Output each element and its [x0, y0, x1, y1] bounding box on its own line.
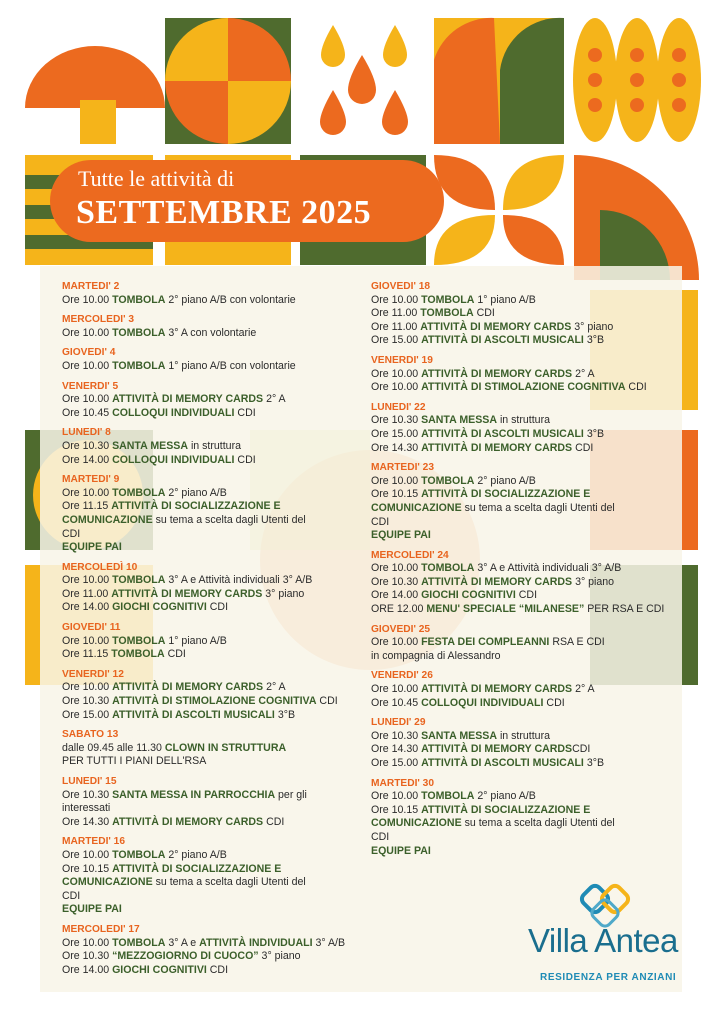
activity-line [371, 757, 671, 771]
activity-text: CDI [206, 601, 229, 614]
activity-text: Ore 10.00 [371, 790, 422, 803]
activity-line [371, 730, 671, 744]
activity-line [371, 294, 671, 308]
activity-name: ATTIVITÀ DI STIMOLAZIONE COGNITIVA [421, 381, 626, 394]
activity-name: ATTIVITÀ DI STIMOLAZIONE COGNITIVA [112, 695, 317, 708]
activity-name: EQUIPE PAI [371, 529, 431, 542]
activity-text: 3° A e Attività individuali 3° A/B [165, 574, 313, 587]
activity-text: CDI [371, 830, 390, 843]
activity-line [62, 890, 362, 904]
day-heading: MARTEDI' 30 [371, 777, 434, 789]
activity-text: Ore 14.00 [62, 963, 113, 976]
activity-name: TOMBOLA [112, 359, 166, 372]
day-block [62, 313, 362, 340]
activity-text: Ore 10.00 [62, 681, 113, 694]
activity-name: TOMBOLA [112, 848, 166, 861]
activity-line [62, 360, 362, 374]
activity-text: Ore 10.00 [371, 683, 422, 696]
activity-name: ATTIVITÀ DI MEMORY CARDS [421, 683, 573, 696]
activity-line [371, 845, 671, 859]
day-heading: MERCOLEDÌ 10 [62, 561, 138, 573]
activity-text: 3°B [274, 708, 296, 721]
day-heading: MERCOLEDI' 24 [371, 549, 449, 561]
activity-name: ATTIVITÀ DI MEMORY CARDS [112, 393, 264, 406]
activity-line [371, 650, 671, 664]
activity-text: su tema a scelta dagli Utenti del [461, 817, 615, 830]
day-heading: LUNEDI' 22 [371, 401, 426, 413]
activity-text: 2° piano A/B con volontarie [165, 293, 296, 306]
activity-line [371, 475, 671, 489]
day-heading: VENERDI' 26 [371, 670, 433, 682]
activity-name: COMUNICAZIONE [62, 876, 153, 889]
activity-name: COLLOQUI INDIVIDUALI [112, 406, 235, 419]
activity-name: TOMBOLA [421, 474, 475, 487]
activity-text: Ore 10.00 [62, 393, 113, 406]
day-block [62, 473, 362, 555]
activity-name: EQUIPE PAI [62, 903, 122, 916]
activity-text: Ore 10.00 [371, 562, 422, 575]
activity-text: CDI [572, 441, 594, 454]
activity-text: Ore 10.15 [371, 803, 422, 816]
activity-text: Ore 14.30 [62, 815, 113, 828]
activity-text: PER TUTTI I PIANI DELL'RSA [62, 755, 207, 768]
activity-name: GIOCHI COGNITIVI [112, 601, 207, 614]
activity-line [371, 529, 671, 543]
day-heading: LUNEDI' 15 [62, 776, 117, 787]
activity-text: 2° piano A/B [474, 474, 536, 487]
activity-text: Ore 10.00 [62, 936, 113, 949]
day-block [62, 835, 362, 917]
day-block [62, 923, 362, 977]
activity-line [62, 903, 362, 917]
activity-name: ATTIVITÀ DI MEMORY CARDS [421, 575, 573, 588]
day-heading: GIOVEDI' 4 [62, 347, 116, 359]
activity-name: COMUNICAZIONE [371, 817, 462, 830]
activity-text: in struttura [497, 729, 550, 742]
activity-text: Ore 10.15 [62, 862, 113, 875]
activity-text: Ore 10.00 [62, 359, 113, 372]
activity-line [371, 743, 671, 757]
day-heading: SABATO 13 [62, 729, 119, 741]
activity-text: per gli [275, 788, 307, 801]
activity-text: Ore 10.00 [371, 381, 422, 394]
activity-name: SANTA MESSA [112, 439, 188, 452]
activity-line [62, 755, 362, 769]
activity-text: Ore 10.00 [62, 634, 113, 647]
activity-line [62, 937, 362, 951]
activity-name: GIOCHI COGNITIVI [421, 589, 516, 602]
activity-text: in compagnia di Alessandro [371, 649, 501, 662]
activity-text: Ore 10.00 [62, 486, 113, 499]
day-heading: MERCOLEDI' 17 [62, 923, 140, 935]
activity-text: Ore 10.00 [371, 474, 422, 487]
leaf-tile [434, 18, 564, 144]
activity-text: Ore 14.00 [62, 453, 113, 466]
activity-text: 3° piano [258, 950, 301, 963]
activity-line [62, 440, 362, 454]
activity-text: 3°B [583, 757, 605, 769]
activity-text: Ore 14.30 [371, 441, 422, 454]
activity-text: ORE 12.00 [371, 603, 427, 616]
activity-line [62, 327, 362, 341]
activity-line [62, 709, 362, 723]
activity-name: SANTA MESSA IN PARROCCHIA [112, 788, 276, 801]
activity-text: Ore 11.00 [62, 587, 112, 600]
activity-line [371, 414, 671, 428]
activity-text: Ore 14.00 [62, 601, 113, 614]
activity-name: SANTA MESSA [421, 729, 497, 742]
activity-name: GIOCHI COGNITIVI [112, 963, 207, 976]
activity-name: ATTIVITÀ DI MEMORY CARDS [421, 743, 573, 756]
activity-text: RSA E CDI [549, 636, 605, 649]
activity-text: Ore 10.00 [62, 293, 113, 306]
activity-line [371, 804, 671, 818]
activity-text: 1° piano A/B [165, 634, 227, 647]
activity-line [62, 695, 362, 709]
activity-line [62, 802, 362, 816]
day-block [371, 716, 671, 770]
day-heading: LUNEDI' 29 [371, 717, 426, 729]
activity-line [62, 635, 362, 649]
activity-text: Ore 15.00 [371, 334, 422, 347]
activity-name: ATTIVITÀ INDIVIDUALI [199, 936, 313, 949]
activity-text: Ore 14.00 [371, 589, 422, 602]
activity-line [62, 742, 362, 756]
day-block [371, 280, 671, 348]
day-heading: MARTEDI' 9 [62, 474, 120, 486]
day-block [371, 461, 671, 543]
activity-line [62, 648, 362, 662]
activity-text: Ore 10.00 [371, 367, 422, 380]
activity-name: ATTIVITÀ DI MEMORY CARDS [421, 441, 573, 454]
activity-line [62, 541, 362, 555]
day-block [62, 775, 362, 829]
activity-line [62, 487, 362, 501]
activity-name: ATTIVITÀ DI SOCIALIZZAZIONE E [421, 488, 591, 501]
activity-name: ATTIVITÀ DI MEMORY CARDS [112, 815, 264, 828]
activity-name: TOMBOLA [421, 562, 475, 575]
logo-name: Villa Antea [528, 922, 678, 959]
activity-text: Ore 15.00 [371, 427, 422, 440]
activity-text: CDI [572, 743, 591, 756]
activity-name: TOMBOLA [112, 326, 166, 339]
activity-text: 2° A [572, 367, 595, 380]
activity-line [371, 589, 671, 603]
activity-text: Ore 15.00 [371, 757, 422, 769]
day-block [371, 777, 671, 859]
activity-text: 1° piano A/B [474, 293, 536, 306]
day-heading: MARTEDI' 23 [371, 462, 434, 474]
activity-text: interessati [62, 802, 111, 815]
activity-line [62, 393, 362, 407]
activity-line [371, 428, 671, 442]
day-block [62, 426, 362, 467]
activity-name: TOMBOLA [111, 648, 165, 661]
day-block [62, 621, 362, 662]
activity-text: Ore 11.15 [62, 648, 112, 661]
schedule-column-right [371, 280, 671, 858]
activity-name: ATTIVITÀ DI SOCIALIZZAZIONE E [112, 862, 282, 875]
activity-text: Ore 11.15 [62, 500, 112, 513]
activity-line [371, 502, 671, 516]
day-block [62, 561, 362, 615]
activity-text: CDI [164, 648, 186, 661]
activity-text: Ore 10.00 [62, 574, 113, 587]
day-heading: GIOVEDI' 25 [371, 623, 431, 635]
activity-line [62, 601, 362, 615]
day-block [371, 623, 671, 664]
activity-name: COLLOQUI INDIVIDUALI [112, 453, 235, 466]
activity-text: PER RSA E CDI [584, 603, 665, 616]
activity-text: CDI [371, 515, 390, 528]
activity-text: Ore 10.00 [371, 636, 422, 649]
activity-line [371, 603, 671, 617]
activity-text: Ore 11.00 [371, 320, 421, 333]
activity-line [371, 516, 671, 530]
activity-line [371, 321, 671, 335]
activity-text: Ore 15.00 [62, 708, 113, 721]
day-block [62, 380, 362, 421]
day-heading: MARTEDI' 2 [62, 281, 120, 292]
activity-name: SANTA MESSA [421, 414, 497, 427]
day-heading: GIOVEDI' 18 [371, 281, 431, 292]
activity-line [371, 576, 671, 590]
day-heading: MERCOLEDI' 3 [62, 314, 135, 326]
activity-line [62, 574, 362, 588]
activity-text: CDI [543, 696, 565, 709]
activity-line [62, 528, 362, 542]
activity-text: su tema a scelta dagli Utenti del [152, 876, 306, 889]
activity-text: Ore 10.30 [62, 788, 113, 801]
activity-line [62, 294, 362, 308]
activity-text: CDI [316, 695, 338, 708]
day-heading: GIOVEDI' 11 [62, 622, 121, 634]
day-block [62, 668, 362, 722]
activity-line [371, 817, 671, 831]
activity-text: 3° A e Attività individuali 3° A/B [474, 562, 622, 575]
activity-text: 3°B [583, 427, 605, 440]
activity-text: CDI [625, 381, 647, 394]
activity-line [371, 368, 671, 382]
activity-name: “MEZZOGIORNO DI CUOCO” [112, 950, 259, 963]
activity-text: in struttura [188, 439, 241, 452]
activity-name: COMUNICAZIONE [62, 513, 153, 526]
activity-text: Ore 10.30 [371, 414, 422, 427]
activity-name: TOMBOLA [112, 293, 166, 306]
seeds-shape [573, 18, 701, 142]
activity-line [371, 307, 671, 321]
day-heading: VENERDI' 5 [62, 380, 119, 392]
activity-text: 3° piano [571, 320, 614, 333]
mushroom-shape [25, 46, 165, 144]
activity-line [371, 831, 671, 845]
activity-name: TOMBOLA [420, 307, 474, 320]
activity-name: ATTIVITÀ DI SOCIALIZZAZIONE E [421, 803, 591, 816]
activity-text: Ore 10.30 [371, 729, 422, 742]
activity-text: 3°B [583, 334, 605, 347]
activity-name: ATTIVITÀ DI MEMORY CARDS [421, 367, 573, 380]
day-block [62, 280, 362, 307]
activity-text: CDI [62, 527, 81, 540]
activity-text: Ore 10.00 [371, 293, 422, 306]
activity-text: Ore 10.30 [371, 575, 422, 588]
activity-line [62, 849, 362, 863]
activity-name: CLOWN IN STRUTTURA [164, 741, 287, 754]
activity-name: ATTIVITÀ DI ASCOLTI MUSICALI [421, 427, 584, 440]
activity-line [62, 816, 362, 830]
activity-text: Ore 10.30 [62, 439, 113, 452]
activity-name: ATTIVITÀ DI ASCOLTI MUSICALI [112, 708, 275, 721]
day-block [371, 549, 671, 617]
activity-text: Ore 10.00 [62, 848, 113, 861]
day-heading: VENERDI' 19 [371, 354, 433, 366]
activity-line [62, 407, 362, 421]
day-block [62, 728, 362, 769]
activity-text: 1° piano A/B con volontarie [165, 359, 296, 372]
activity-line [371, 381, 671, 395]
activity-name: ATTIVITÀ DI MEMORY CARDS [420, 320, 572, 333]
activity-name: COMUNICAZIONE [371, 501, 462, 514]
activity-name: COLLOQUI INDIVIDUALI [421, 696, 544, 709]
activity-line [62, 514, 362, 528]
activity-name: ATTIVITÀ DI MEMORY CARDS [111, 587, 263, 600]
activity-line [62, 950, 362, 964]
activity-line [62, 876, 362, 890]
day-heading: LUNEDI' 8 [62, 427, 111, 439]
activity-text: 3° A e [165, 936, 200, 949]
activity-name: ATTIVITÀ DI ASCOLTI MUSICALI [421, 757, 584, 769]
activity-line [371, 697, 671, 711]
activity-text: CDI [62, 889, 81, 902]
activity-line [371, 683, 671, 697]
activity-text: 3° A/B [312, 936, 346, 949]
pinwheel-tile [165, 18, 291, 144]
activity-line [371, 636, 671, 650]
activity-name: EQUIPE PAI [371, 844, 431, 857]
title-subtitle: Tutte le attività di [78, 166, 235, 191]
activity-text: CDI [234, 406, 256, 419]
activity-text: 2° A [572, 683, 595, 696]
activity-text: 3° A con volontarie [165, 326, 257, 339]
activity-line [62, 681, 362, 695]
activity-name: ATTIVITÀ DI MEMORY CARDS [112, 681, 264, 694]
petal-tile [434, 155, 564, 265]
activity-text: Ore 14.30 [371, 743, 422, 756]
activity-name: FESTA DEI COMPLEANNI [421, 636, 550, 649]
activity-text: Ore 10.45 [62, 406, 113, 419]
activity-text: in struttura [497, 414, 550, 427]
activity-text: Ore 10.00 [62, 326, 113, 339]
activity-line [371, 442, 671, 456]
activity-text: Ore 11.00 [371, 307, 421, 320]
logo-tagline: RESIDENZA PER ANZIANI [540, 972, 677, 983]
activity-text: Ore 10.15 [371, 488, 422, 501]
activity-name: TOMBOLA [421, 293, 475, 306]
activity-text: Ore 10.30 [62, 950, 113, 963]
title-month: SETTEMBRE 2025 [76, 194, 372, 231]
day-block [371, 354, 671, 395]
activity-text: 2° piano A/B [474, 790, 536, 803]
activity-line [371, 562, 671, 576]
activity-text: su tema a scelta dagli Utenti del [461, 501, 615, 514]
drops-shape [320, 25, 408, 135]
activity-name: TOMBOLA [112, 574, 166, 587]
activity-text: CDI [473, 307, 495, 320]
activity-text: 2° piano A/B [165, 848, 227, 861]
activity-line [62, 964, 362, 978]
day-heading: VENERDI' 12 [62, 668, 124, 680]
activity-text: CDI [515, 589, 538, 602]
activity-line [371, 488, 671, 502]
day-block [62, 346, 362, 373]
activity-text: 3° piano [572, 575, 615, 588]
activity-text: su tema a scelta dagli Utenti del [152, 513, 306, 526]
activity-text: 2° piano A/B [165, 486, 227, 499]
activity-text: CDI [234, 453, 256, 466]
activity-line [62, 588, 362, 602]
activity-text: 3° piano [262, 587, 305, 600]
activity-name: TOMBOLA [112, 936, 166, 949]
activity-name: TOMBOLA [421, 790, 475, 803]
activity-text: CDI [263, 815, 285, 828]
activity-text: dalle 09.45 alle 11.30 [62, 741, 165, 754]
activity-line [62, 454, 362, 468]
activity-line [371, 790, 671, 804]
activity-text: Ore 10.30 [62, 695, 113, 708]
day-block [371, 401, 671, 455]
activity-name: MENU' SPECIALE “MILANESE” [426, 603, 585, 616]
day-block [371, 669, 671, 710]
activity-text: CDI [206, 963, 229, 976]
activity-line [62, 863, 362, 877]
activity-text: 2° A [263, 681, 286, 694]
activity-line [62, 789, 362, 803]
activity-name: TOMBOLA [112, 634, 166, 647]
activity-name: TOMBOLA [112, 486, 166, 499]
activity-name: EQUIPE PAI [62, 541, 122, 554]
activity-line [371, 334, 671, 348]
activity-name: ATTIVITÀ DI ASCOLTI MUSICALI [421, 334, 584, 347]
activity-text: Ore 10.45 [371, 696, 422, 709]
day-heading: MARTEDI' 16 [62, 836, 125, 848]
activity-line [62, 500, 362, 514]
schedule-column-left [62, 280, 362, 977]
activity-text: 2° A [263, 393, 286, 406]
activity-name: ATTIVITÀ DI SOCIALIZZAZIONE E [111, 500, 281, 513]
